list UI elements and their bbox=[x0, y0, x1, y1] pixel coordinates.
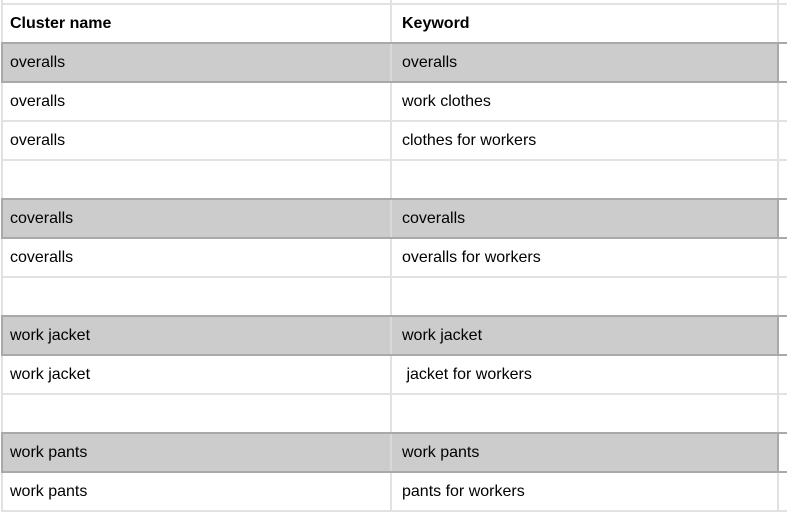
cell-cluster-name[interactable] bbox=[1, 200, 390, 237]
spreadsheet-grid bbox=[1, 0, 787, 512]
cell-text: work pants bbox=[402, 443, 480, 461]
cell-cluster-name[interactable] bbox=[1, 161, 390, 198]
header-cell-keyword[interactable] bbox=[390, 5, 779, 42]
table-row bbox=[1, 239, 787, 278]
cell-text: overalls bbox=[10, 53, 66, 71]
cell-text: coveralls bbox=[10, 248, 74, 266]
partial-cell bbox=[390, 0, 779, 3]
table-row bbox=[1, 473, 787, 512]
cell-cluster-name[interactable] bbox=[1, 83, 390, 120]
cell-keyword[interactable] bbox=[390, 239, 779, 276]
table-row bbox=[1, 395, 787, 434]
cell-cluster-name[interactable] bbox=[1, 395, 390, 432]
cell-text: coveralls bbox=[10, 209, 74, 227]
cell-text: work pants bbox=[10, 482, 88, 500]
cell-keyword[interactable] bbox=[390, 161, 779, 198]
cell-text: clothes for workers bbox=[402, 131, 537, 149]
cell-text: work jacket bbox=[10, 326, 91, 344]
cell-keyword[interactable] bbox=[390, 83, 779, 120]
header-label: Keyword bbox=[402, 14, 470, 32]
cell-keyword[interactable] bbox=[390, 434, 779, 471]
cell-keyword[interactable] bbox=[390, 44, 779, 81]
header-cell-cluster-name[interactable] bbox=[1, 5, 390, 42]
cell-text: work clothes bbox=[402, 92, 491, 110]
cell-cluster-name[interactable] bbox=[1, 473, 390, 510]
table-row bbox=[1, 200, 787, 239]
header-label: Cluster name bbox=[10, 14, 112, 32]
cell-text: work jacket bbox=[402, 326, 483, 344]
cell-keyword[interactable] bbox=[390, 122, 779, 159]
cell-cluster-name[interactable] bbox=[1, 239, 390, 276]
cell-text: overalls bbox=[10, 131, 66, 149]
table-header-row bbox=[1, 5, 787, 44]
partial-cell bbox=[1, 0, 390, 3]
table-row bbox=[1, 122, 787, 161]
table-row bbox=[1, 356, 787, 395]
table-row bbox=[1, 83, 787, 122]
cell-keyword[interactable] bbox=[390, 200, 779, 237]
cell-text: work pants bbox=[10, 443, 88, 461]
cell-cluster-name[interactable] bbox=[1, 44, 390, 81]
cell-cluster-name[interactable] bbox=[1, 356, 390, 393]
cell-keyword[interactable] bbox=[390, 278, 779, 315]
cell-text: overalls for workers bbox=[402, 248, 541, 266]
table-row bbox=[1, 434, 787, 473]
table-row bbox=[1, 278, 787, 317]
cell-keyword[interactable] bbox=[390, 395, 779, 432]
cell-cluster-name[interactable] bbox=[1, 434, 390, 471]
cell-cluster-name[interactable] bbox=[1, 122, 390, 159]
cell-text: jacket for workers bbox=[402, 365, 532, 383]
cell-text: pants for workers bbox=[402, 482, 525, 500]
cell-keyword[interactable] bbox=[390, 356, 779, 393]
cell-text: overalls bbox=[10, 92, 66, 110]
cell-text: work jacket bbox=[10, 365, 91, 383]
table-row bbox=[1, 161, 787, 200]
table-row bbox=[1, 44, 787, 83]
cell-cluster-name[interactable] bbox=[1, 317, 390, 354]
cell-keyword[interactable] bbox=[390, 473, 779, 510]
cell-cluster-name[interactable] bbox=[1, 278, 390, 315]
cell-text: coveralls bbox=[402, 209, 466, 227]
cell-keyword[interactable] bbox=[390, 317, 779, 354]
table-row bbox=[1, 317, 787, 356]
cell-text: overalls bbox=[402, 53, 458, 71]
